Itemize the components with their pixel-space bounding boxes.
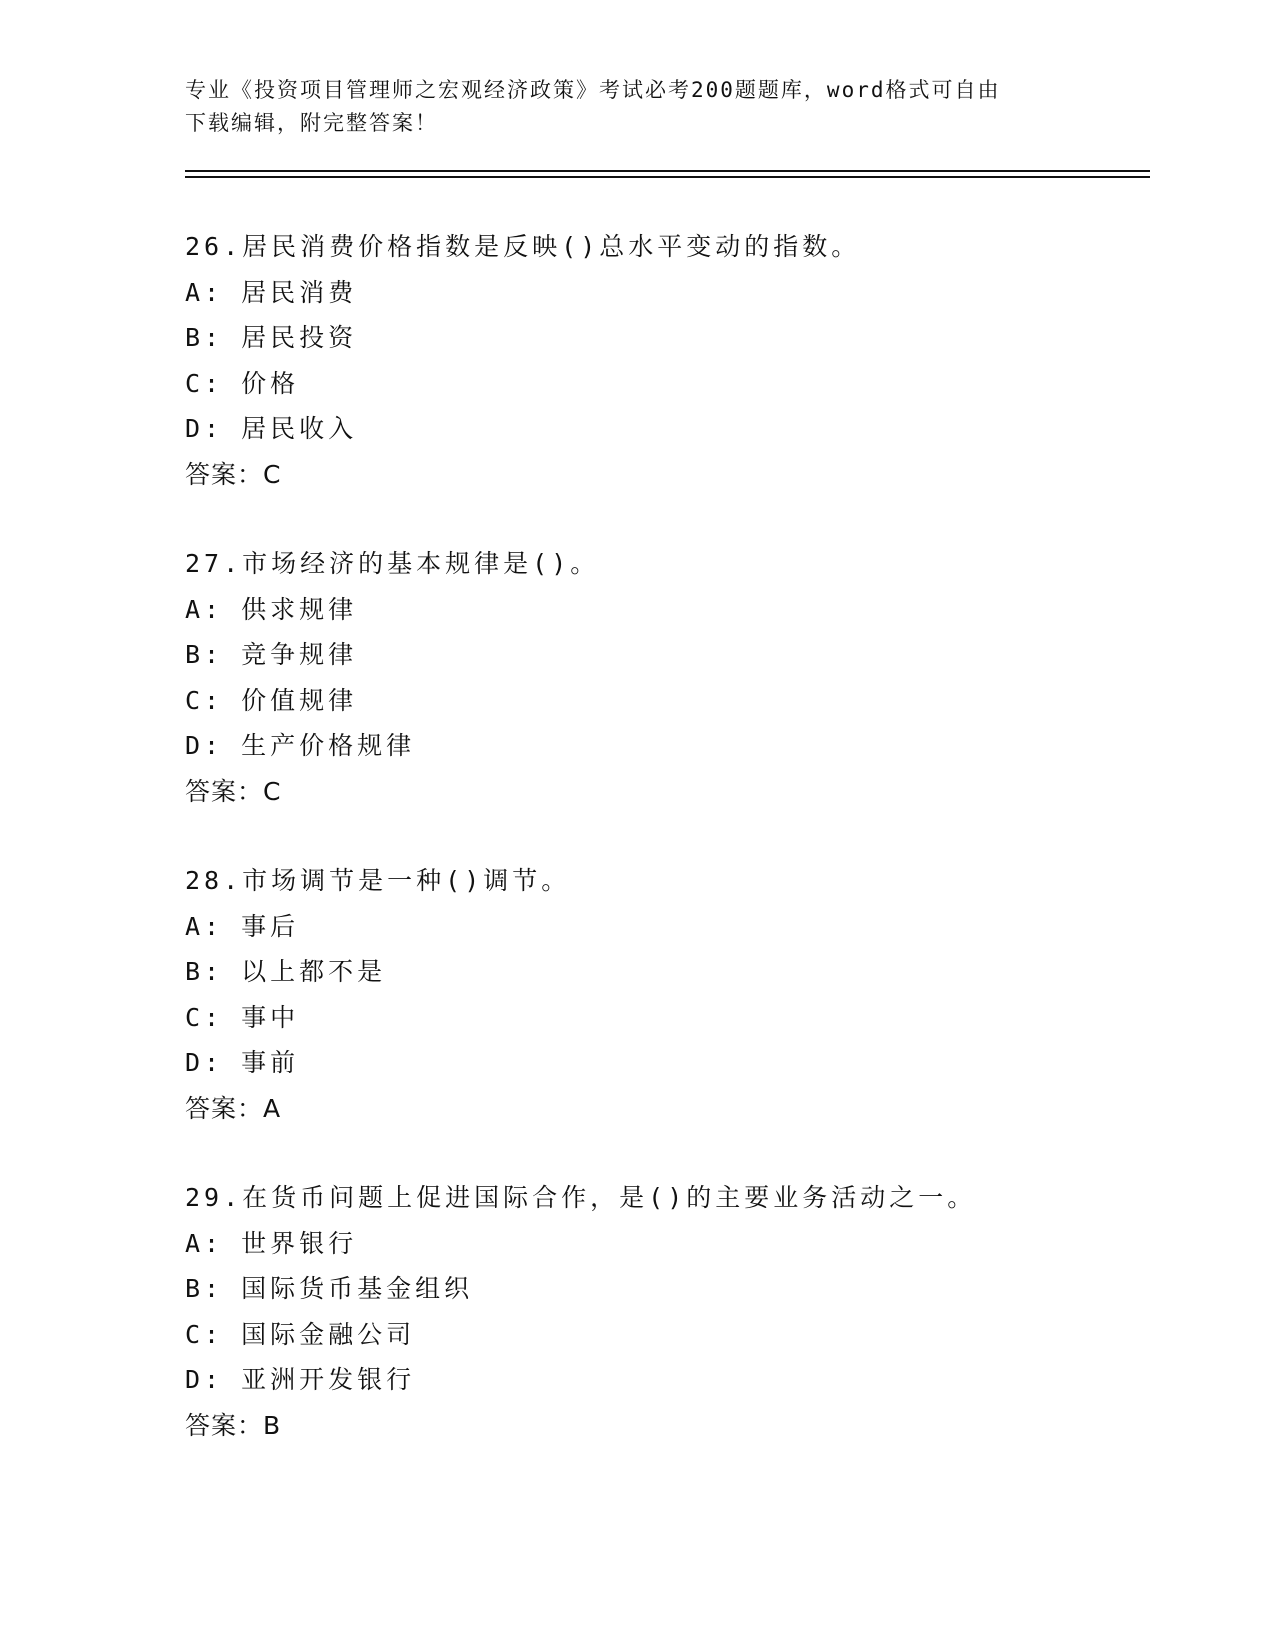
document-header xyxy=(185,74,1085,140)
option-text: 国际货币基金组织 xyxy=(241,1274,474,1303)
option-a xyxy=(185,270,1135,316)
answer-label: 答案： xyxy=(185,459,264,489)
option-d xyxy=(185,1040,1135,1086)
option-letter: A: xyxy=(185,277,224,307)
option-letter: A: xyxy=(185,1228,224,1258)
option-b xyxy=(185,1266,1135,1312)
question-stem: 27.市场经济的基本规律是()。 xyxy=(185,549,600,578)
option-letter: A: xyxy=(185,911,224,941)
option-a xyxy=(185,1221,1135,1267)
option-letter: B: xyxy=(185,323,224,352)
header-divider-bottom xyxy=(185,176,1150,178)
option-text: 居民消费 xyxy=(241,277,358,307)
header-divider-top xyxy=(185,170,1150,172)
option-text: 事中 xyxy=(241,1002,300,1032)
option-text: 事后 xyxy=(241,911,300,941)
option-text: 世界银行 xyxy=(241,1228,358,1258)
question-stem: 28.市场调节是一种()调节。 xyxy=(185,866,571,895)
answer-line xyxy=(185,769,1135,815)
option-text: 生产价格规律 xyxy=(241,731,416,760)
option-text: 居民投资 xyxy=(241,323,358,352)
option-text: 供求规律 xyxy=(241,594,358,624)
answer-label: 答案： xyxy=(185,1093,264,1123)
option-text: 价值规律 xyxy=(241,685,358,715)
option-a xyxy=(185,587,1135,633)
option-a xyxy=(185,904,1135,950)
question-26 xyxy=(185,224,1135,497)
option-c xyxy=(185,995,1135,1041)
question-stem: 29.在货币问题上促进国际合作，是()的主要业务活动之一。 xyxy=(185,1183,977,1212)
header-line-1: 专业《投资项目管理师之宏观经济政策》考试必考200题题库，word格式可自由 xyxy=(185,78,1001,102)
question-28 xyxy=(185,858,1135,1131)
option-text: 以上都不是 xyxy=(241,957,387,986)
option-letter: B: xyxy=(185,957,224,986)
option-b xyxy=(185,632,1135,678)
option-letter: D: xyxy=(185,414,224,443)
answer-value: B xyxy=(263,1410,282,1440)
option-letter: C: xyxy=(185,1319,224,1349)
option-b xyxy=(185,949,1135,995)
option-letter: B: xyxy=(185,1274,224,1303)
option-letter: B: xyxy=(185,640,224,669)
option-c xyxy=(185,678,1135,724)
option-text: 竞争规律 xyxy=(241,640,358,669)
option-text: 国际金融公司 xyxy=(241,1319,416,1349)
option-c xyxy=(185,1312,1135,1358)
header-line-2: 下载编辑，附完整答案！ xyxy=(185,111,438,135)
answer-value: C xyxy=(263,459,282,489)
answer-label: 答案： xyxy=(185,1410,264,1440)
answer-label: 答案： xyxy=(185,776,264,806)
question-27 xyxy=(185,541,1135,814)
answer-line xyxy=(185,452,1135,498)
answer-value: A xyxy=(263,1093,282,1123)
option-d xyxy=(185,723,1135,769)
option-d xyxy=(185,406,1135,452)
option-d xyxy=(185,1357,1135,1403)
option-text: 事前 xyxy=(241,1048,300,1077)
option-letter: C: xyxy=(185,685,224,715)
option-letter: A: xyxy=(185,594,224,624)
option-letter: D: xyxy=(185,731,224,760)
question-29 xyxy=(185,1175,1135,1448)
answer-line xyxy=(185,1403,1135,1449)
option-text: 亚洲开发银行 xyxy=(241,1365,416,1394)
answer-line xyxy=(185,1086,1135,1132)
question-stem: 26.居民消费价格指数是反映()总水平变动的指数。 xyxy=(185,232,861,261)
option-b xyxy=(185,315,1135,361)
option-text: 价格 xyxy=(241,368,300,398)
option-letter: C: xyxy=(185,368,224,398)
option-c xyxy=(185,361,1135,407)
answer-value: C xyxy=(263,776,282,806)
option-letter: C: xyxy=(185,1002,224,1032)
option-letter: D: xyxy=(185,1365,224,1394)
option-text: 居民收入 xyxy=(241,414,358,443)
option-letter: D: xyxy=(185,1048,224,1077)
